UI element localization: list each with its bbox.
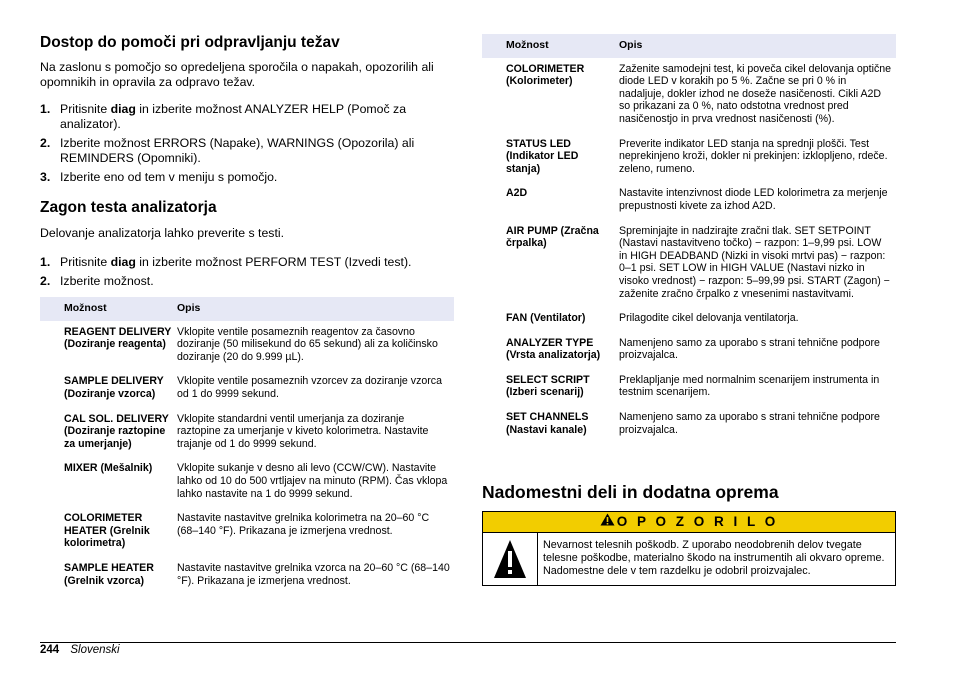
table-row: COLORIMETER HEATER (Grelnik kolorimetra) Nastavite nastavitve grelnika kolorimetra na 20–60 °C (68–140 °F). Prikazana je izmerjena vrednost. [64,512,430,550]
table-header-row [482,34,896,58]
test-options-table-continued [482,34,896,441]
column-header: Možnost [482,34,619,58]
table-row: SET CHANNELS (Nastavi kanale) Namenjeno samo za uporabo s strani tehnične podpore proizvajalca. [506,411,880,436]
test-options-table [40,297,454,592]
table-row: STATUS LED (Indikator LED stanja) Preverite indikator LED stanja na sprednji plošči. Test neprekinjeno kroži, dokler ni prekinjen: izklopljeno, rdeče. zeleno, rumeno. [506,137,888,175]
page-footer [40,643,120,657]
step-item: 2. Izberite možnost. [40,274,154,288]
step-item: 1. Pritisnite diag in izberite možnost PERFORM TEST (Izvedi test). [40,255,412,269]
table-row: ANALYZER TYPE (Vrsta analizatorja) Namenjeno samo za uporabo s strani tehnične podpore proizvajalca. [506,336,880,362]
table-row: FAN (Ventilator) Prilagodite cikel delovanja ventilatorja. [506,312,799,325]
heading-replacement-parts: Nadomestni deli in dodatna oprema [482,482,779,502]
table-row: MIXER (Mešalnik) Vklopite sukanje v desno ali levo (CCW/CW). Nastavite lahko od 10 do 500 vrtljajev na minuto (RPM). Čas vklopa lahko nastavite na 1 do 9999 sekund. [64,462,448,500]
step-item: 2. Izberite možnost ERRORS (Napake), WARNINGS (Opozorila) ali REMINDERS (Opomniki). [40,136,415,165]
warning-box [482,511,896,586]
table-row: SELECT SCRIPT (Izberi scenarij) Preklapljanje med normalnim scenarijem instrumenta in testnim scenarijem. [506,373,880,399]
warning-triangle-icon [600,512,615,532]
table-row: REAGENT DELIVERY (Doziranje reagenta) Vklopite ventile posameznih reagentov za časovno doziranje (50 milisekund do 65 sekund) ali za količinsko doziranje (20 do 9.999 µL). [64,325,438,363]
column-header: Opis [177,297,454,321]
column-header: Opis [619,34,896,58]
table-header-row [40,297,454,321]
warning-body [483,533,895,585]
step-item: 3. Izberite eno od tem v meniju s pomočjo. [40,170,278,184]
table-row: SAMPLE HEATER (Grelnik vzorca) Nastavite nastavitve grelnika vzorca na 20–60 °C (68–140 °F). Prikazana je izmerjena vrednost. [64,561,450,587]
table-row: A2D Nastavite intenzivnost diode LED kolorimetra za merjenje prepustnosti kivete za izhod A2D. [506,187,888,212]
intro2-paragraph: Delovanje analizatorja lahko preverite s testi. [40,226,285,240]
table-row: AIR PUMP (Zračna črpalka) Spreminjajte in nadzirajte zračni tlak. SET SETPOINT (Nastavi nastavitveno točko) − razpon: 1–9,99 psi. LOW in HIGH DEADBAND (Nizki in visoki mrtvi pas) − razpon: 0–1 psi. SET LOW in HIGH VALUE (Nastavi nizko in visoko vrednost) − razpon: 5–99,99 psi. START (Zagon) − zaženite zračno črpalko z vnesenimi nastavitvami. [506,224,890,300]
column-header: Možnost [40,297,177,321]
footer-language: Slovenski [70,644,120,656]
intro-paragraph: Na zaslonu s pomočjo so opredeljena sporočila o napakah, opozorilih ali opomnikih in opravila za odpravo težav. [40,60,434,89]
warning-title: O P O Z O R I L O [616,514,779,529]
heading-analyzer-test: Zagon testa analizatorja [40,199,217,216]
steps-list-help [40,102,454,189]
steps-list-test [40,255,454,293]
heading-troubleshooting-help: Dostop do pomoči pri odpravljanju težav [40,34,340,51]
table-row: SAMPLE DELIVERY (Doziranje vzorca) Vklopite ventile posameznih vzorcev za doziranje vzorca od 1 do 9999 sekund. [64,375,442,400]
warning-header [483,512,895,533]
warning-text: Nevarnost telesnih poškodb. Z uporabo neodobrenih delov tvegate telesne poškodbe, materialno škodo na instrumentih ali okvaro opreme. Nadomestne dele v tem razdelku je odobril proizvajalec. [543,539,885,577]
step-item: 1. Pritisnite diag in izberite možnost ANALYZER HELP (Pomoč za analizator). [40,102,407,131]
footer-divider [40,642,896,643]
page-number: 244 [40,644,60,656]
table-row: CAL SOL. DELIVERY (Doziranje raztopine za umerjanje) Vklopite standardni ventil umerjanja za doziranje raztopine za umerjanje v kiveto kolorimetra. Nastavite trajanje od 1 do 9999 sekund. [64,412,429,450]
table-row: COLORIMETER (Kolorimeter) Zaženite samodejni test, ki poveča cikel delovanja optične diode LED v korakih po 5 %. Začne se pri 0 % in nadaljuje, dokler izhod ne doseže nasičenosti. Cikli A2D so prikazani za 0 %, nato odstotna vrednost pred nasičenostjo in prva vrednost nasičenosti (%). [506,62,892,125]
warning-exclamation-icon [483,533,538,585]
